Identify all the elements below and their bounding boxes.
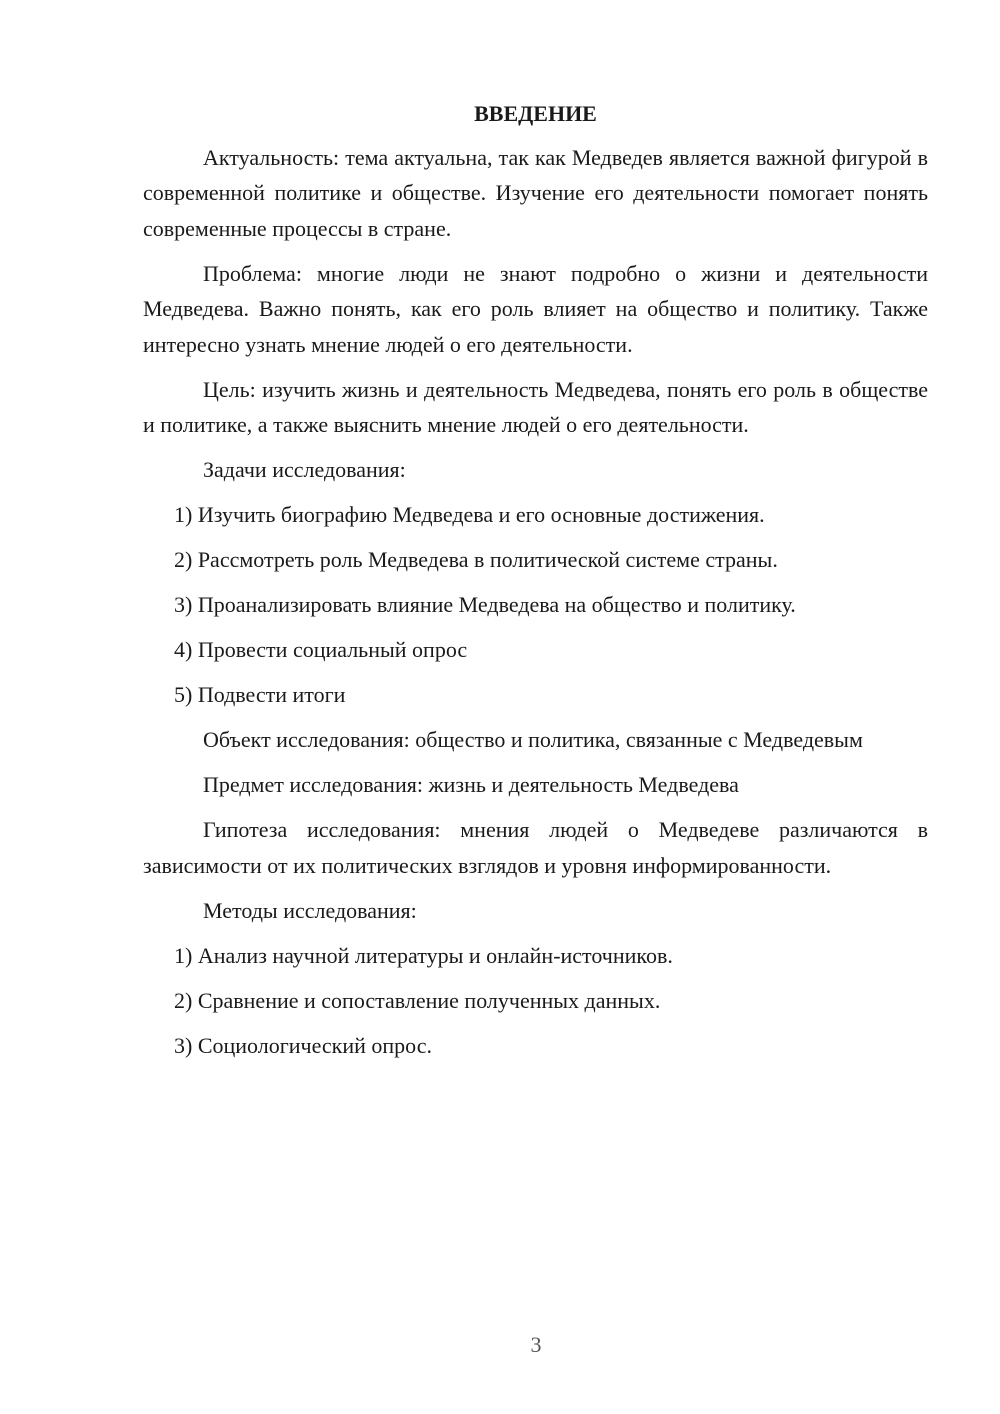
- task-item: 1) Изучить биографию Медведева и его основные достижения.: [174, 502, 765, 527]
- task-item: 5) Подвести итоги: [174, 682, 346, 707]
- method-item: 1) Анализ научной литературы и онлайн-источников.: [174, 942, 673, 968]
- task-item: 3) Проанализировать влияние Медведева на общество и политику.: [174, 592, 796, 617]
- relevance-paragraph: Актуальность: тема актуальна, так как Медведев является важной фигурой в современной политике и обществе. Изучение его деятельности помогает понять современные процессы в стране.: [143, 144, 928, 241]
- document-page: [143, 96, 928, 1073]
- subject-paragraph: Предмет исследования: жизнь и деятельность Медведева: [203, 772, 739, 797]
- section-heading: ВВЕДЕНИЕ: [474, 101, 597, 126]
- hypothesis-paragraph: Гипотеза исследования: мнения людей о Медведеве различаются в зависимости от их политических взглядов и уровня информированности.: [143, 817, 928, 878]
- tasks-title: Задачи исследования:: [203, 457, 406, 482]
- task-item: 2) Рассмотреть роль Медведева в политической системе страны.: [174, 547, 778, 572]
- goal-paragraph: Цель: изучить жизнь и деятельность Медведева, понять его роль в обществе и политике, а также выяснить мнение людей о его деятельности.: [143, 376, 928, 437]
- method-item: 3) Социологический опрос.: [174, 1032, 432, 1058]
- method-item: 2) Сравнение и сопоставление полученных данных.: [174, 987, 661, 1013]
- methods-title: Методы исследования:: [203, 897, 417, 923]
- object-paragraph: Объект исследования: общество и политика, связанные с Медведевым: [203, 727, 863, 752]
- problem-paragraph: Проблема: многие люди не знают подробно о жизни и деятельности Медведева. Важно понять, как его роль влияет на общество и политику. Также интересно узнать мнение людей о его деятельности.: [143, 260, 928, 357]
- task-item: 4) Провести социальный опрос: [174, 637, 468, 662]
- page-number: 3: [530, 1332, 542, 1357]
